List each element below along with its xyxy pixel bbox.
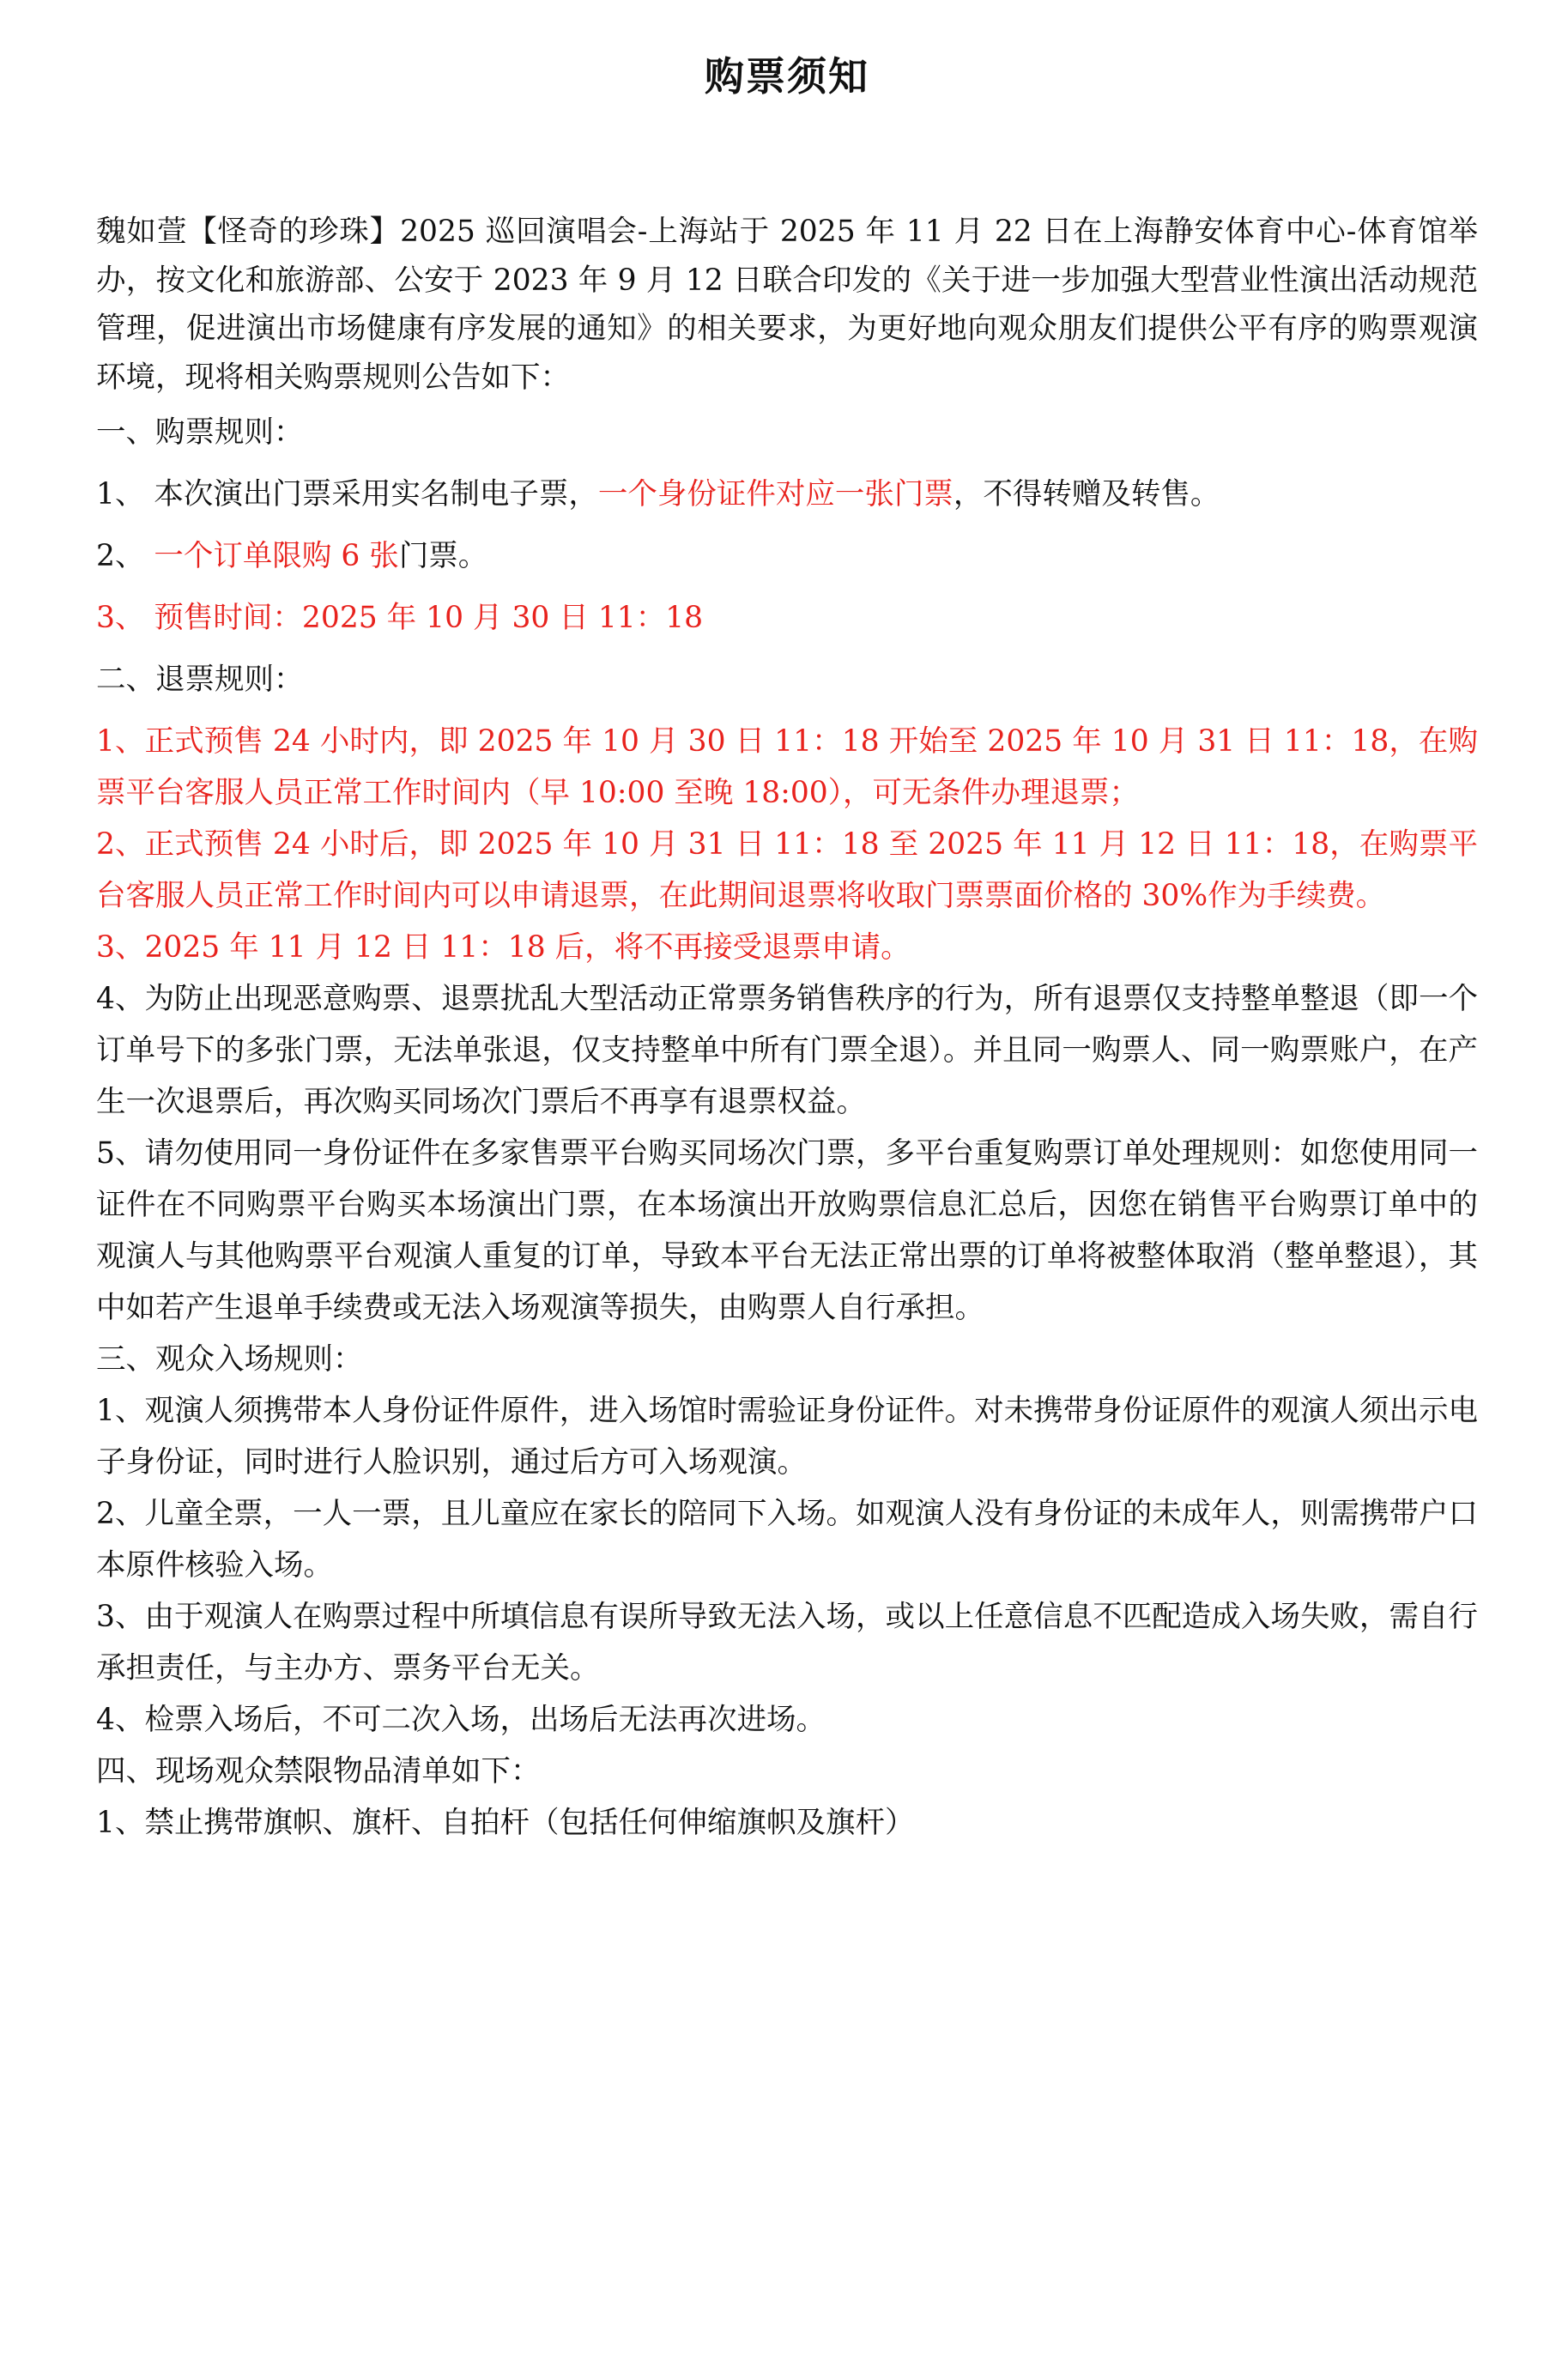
refund-rule-5: 5、请勿使用同一身份证件在多家售票平台购买同场次门票，多平台重复购票订单处理规则：如您使用同一证件在不同购票平台购买本场演出门票，在本场演出开放购票信息汇总后，因您在销售平台购票订单中的观演人与其他购票平台观演人重复的订单，导致本平台无法正常出票的订单将被整体取消（整单整退），其中如若产生退单手续费或无法入场观演等损失，由购票人自行承担。 — [96, 1136, 1478, 1325]
entry-rule-4: 4、检票入场后，不可二次入场，出场后无法再次进场。 — [96, 1703, 826, 1737]
ticket-notice-document — [96, 0, 1478, 1849]
purchase-rule-1-lead: 1、 本次演出门票采用实名制电子票， — [96, 477, 598, 512]
purchase-rule-1 — [96, 469, 1478, 520]
entry-rule-2: 2、儿童全票，一人一票，且儿童应在家长的陪同下入场。如观演人没有身份证的未成年人，则需携带户口本原件核验入场。 — [96, 1497, 1478, 1583]
entry-rules-heading: 三、观众入场规则： — [96, 1342, 363, 1377]
purchase-rule-2 — [96, 530, 1478, 582]
prohibited-items-heading: 四、现场观众禁限物品清单如下： — [96, 1754, 541, 1789]
purchase-rule-3: 3、 预售时间：2025 年 10 月 30 日 11：18 — [96, 601, 704, 635]
refund-rule-2: 2、正式预售 24 小时后，即 2025 年 10 月 31 日 11：18 至 2025 年 11 月 12 日 11：18，在购票平台客服人员正常工作时间内可以申请退票，在此期间退票将收取门票票面价格的 30%作为手续费。 — [96, 827, 1478, 913]
entry-rule-3: 3、由于观演人在购票过程中所填信息有误所导致无法入场，或以上任意信息不匹配造成入场失败，需自行承担责任，与主办方、票务平台无关。 — [96, 1600, 1478, 1686]
page-title: 购票须知 — [705, 53, 869, 100]
purchase-rule-2-highlight: 一个订单限购 6 张 — [154, 539, 399, 573]
intro-paragraph: 魏如萱【怪奇的珍珠】2025 巡回演唱会-上海站于 2025 年 11 月 22 日在上海静安体育中心-体育馆举办，按文化和旅游部、公安于 2023 年 9 月 12 日联合印发的《关于进一步加强大型营业性演出活动规范管理，促进演出市场健康有序发展的通知》的相关要求，为更好地向观众朋友们提供公平有序的购票观演环境，现将相关购票规则公告如下： — [96, 215, 1478, 395]
refund-rule-1: 1、正式预售 24 小时内，即 2025 年 10 月 30 日 11：18 开始至 2025 年 10 月 31 日 11：18，在购票平台客服人员正常工作时间内（早 10:00 至晚 18:00），可无条件办理退票； — [96, 724, 1478, 810]
purchase-rule-1-highlight: 一个身份证件对应一张门票 — [597, 477, 954, 512]
entry-rule-1: 1、观演人须携带本人身份证件原件，进入场馆时需验证身份证件。对未携带身份证原件的观演人须出示电子身份证，同时进行人脸识别，通过后方可入场观演。 — [96, 1394, 1478, 1480]
purchase-rule-2-tail: 门票。 — [398, 539, 488, 573]
purchase-rule-1-tail: ，不得转赠及转售。 — [953, 477, 1220, 512]
refund-rule-4: 4、为防止出现恶意购票、退票扰乱大型活动正常票务销售秩序的行为，所有退票仅支持整单整退（即一个订单号下的多张门票，无法单张退，仅支持整单中所有门票全退）。并且同一购票人、同一购票账户，在产生一次退票后，再次购买同场次门票后不再享有退票权益。 — [96, 982, 1478, 1119]
refund-rules-heading: 二、退票规则： — [96, 663, 304, 697]
prohibited-item-1: 1、禁止携带旗帜、旗杆、自拍杆（包括任何伸缩旗帜及旗杆） — [96, 1806, 915, 1840]
purchase-rules-heading: 一、购票规则： — [96, 415, 304, 450]
purchase-rule-2-lead: 2、 — [96, 539, 154, 573]
notice-body — [96, 208, 1478, 1849]
refund-rule-3: 3、2025 年 11 月 12 日 11：18 后，将不再接受退票申请。 — [96, 930, 911, 965]
